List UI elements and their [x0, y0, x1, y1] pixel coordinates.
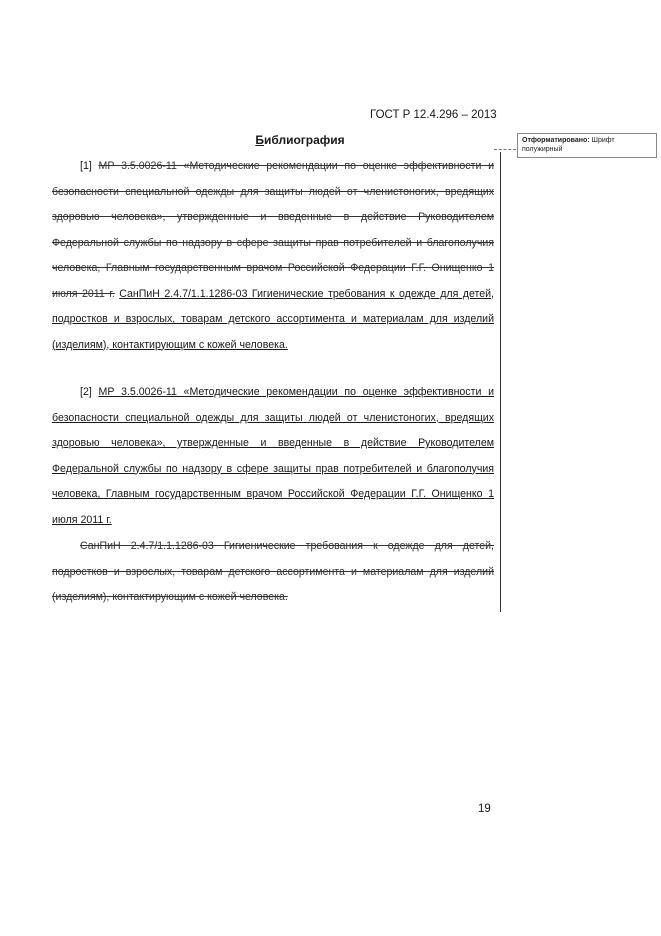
bibliography-entry-3 [52, 534, 494, 611]
page-number: 19 [478, 803, 491, 815]
entry-2-number: [2] [80, 386, 92, 398]
entry-1-number: [1] [80, 160, 92, 172]
entry-2-inserted-text: МР 3.5.0026-11 «Методические рекомендации по оценке эффективности и безопасности специальной одежды для защиты людей от членистоногих, вредящих здоровью человека», утвержденные и введенные в действие Руководителем Федеральной службы по надзору в сфере защиты прав потребителей и благополучия человека, Главным государственным врачом Российской Федерации Г.Г. Онищенко 1 июля 2011 г. [52, 386, 494, 526]
document-code-header: ГОСТ Р 12.4.296 – 2013 [370, 109, 497, 121]
comment-label: Отформатировано: [522, 137, 590, 144]
bibliography-entry-2 [52, 380, 494, 533]
entry-1-inserted-text: СанПиН 2.4.7/1.1.1286-03 Гигиенические требования к одежде для детей, подростков и взрослых, товарам детского ассортимента и материалам для изделий (изделиям), контактирующим с кожей человека. [52, 287, 494, 351]
change-bar [500, 152, 501, 612]
entry-1-deleted-text: МР 3.5.0026-11 «Методические рекомендации по оценке эффективности и безопасности специальной одежды для защиты людей от членистоногих, вредящих здоровью человека», утвержденные и введенные в действие Руководителем Федеральной службы по надзору в сфере защиты прав потребителей и благополучия человека, Главным государственным врачом Российской Федерации Г.Г. Онищенко 1 июля 2011 г. [52, 160, 494, 300]
entry-3-deleted-text: СанПиН 2.4.7/1.1.1286-03 Гигиенические требования к одежде для детей, подростков и взрослых, товарам детского ассортимента и материалам для изделий (изделиям), контактирующим с кожей человека. [52, 540, 494, 603]
title-first-letter: Б [255, 133, 264, 147]
format-comment-balloon[interactable] [517, 133, 657, 158]
comment-connector [494, 149, 516, 151]
title-rest: иблиография [263, 133, 345, 147]
comment-text: Шрифт полужирный [522, 137, 615, 153]
bibliography-entry-1 [52, 154, 494, 358]
bibliography-title [170, 133, 430, 147]
